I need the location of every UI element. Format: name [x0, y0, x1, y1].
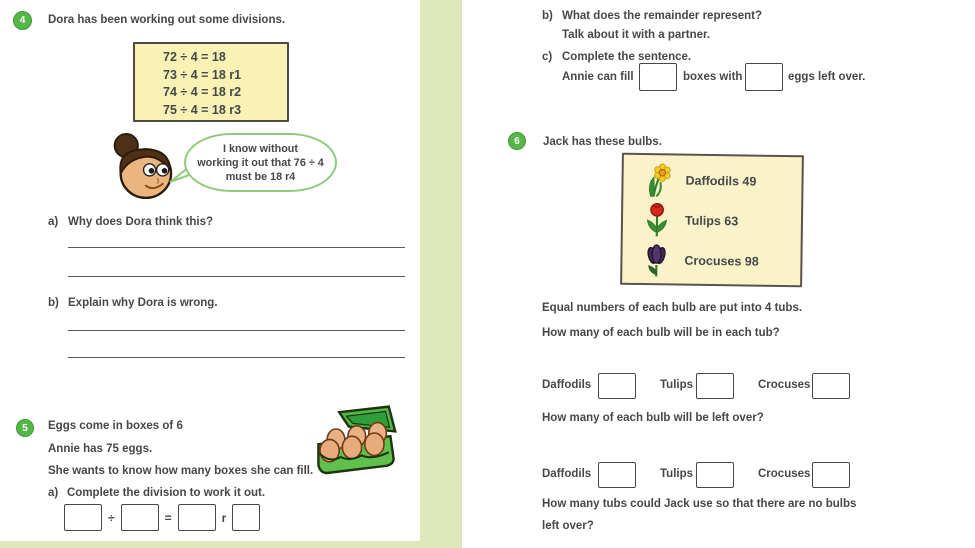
quotient-box[interactable]: [178, 504, 216, 531]
division-fill-in-row: [64, 504, 260, 531]
daffodils-label: Daffodils: [542, 379, 592, 391]
answer-line[interactable]: [68, 357, 405, 358]
sentence-mid: boxes with: [683, 71, 743, 83]
answer-line[interactable]: [68, 276, 405, 277]
question-5-line-1: Eggs come in boxes of 6: [48, 420, 183, 432]
q6-statement-tubs: Equal numbers of each bulb are put into 4 tubs.: [542, 302, 803, 314]
divisor-box[interactable]: [121, 504, 159, 531]
part-b-label: b): [542, 10, 553, 22]
question-4-badge: [13, 11, 32, 30]
divisions-panel: [133, 42, 289, 122]
worksheet-page-left: [0, 0, 420, 541]
answer-line[interactable]: [68, 330, 405, 331]
q6-question-left-over: How many of each bulb will be left over?: [542, 412, 764, 424]
part-a-label: a): [48, 216, 59, 228]
sentence-start: Annie can fill: [562, 71, 634, 83]
daffodils-answer-box[interactable]: [598, 373, 636, 399]
worksheet-page-right: [462, 0, 975, 548]
part-b-question: What does the remainder represent?: [562, 10, 763, 22]
eggs-left-answer-box[interactable]: [745, 63, 783, 91]
crocuses-label: Crocuses: [758, 379, 811, 391]
division-line: 74 ÷ 4 = 18 r2: [163, 85, 242, 99]
bulb-row: [622, 240, 801, 282]
egg-carton-image: [312, 402, 400, 480]
divide-symbol: ÷: [108, 510, 115, 525]
question-6-number: 6: [514, 135, 520, 147]
tulips-answer-box[interactable]: [696, 373, 734, 399]
speech-line: must be 18 r4: [225, 170, 296, 183]
bulb-label: Crocuses 98: [684, 253, 759, 269]
question-5-line-2: Annie has 75 eggs.: [48, 443, 153, 455]
egg-carton-icon: [312, 402, 400, 480]
speech-bubble: [184, 133, 337, 192]
part-c-label: c): [542, 51, 553, 63]
daffodils-label: Daffodils: [542, 468, 592, 480]
tulips-label: Tulips: [660, 468, 694, 480]
remainder-symbol: r: [221, 510, 227, 525]
q6-question-tubs-line-1: How many tubs could Jack use so that there are no bulbs: [542, 498, 857, 510]
sentence-end: eggs left over.: [788, 71, 866, 83]
crocuses-answer-box[interactable]: [812, 373, 850, 399]
bulb-label: Daffodils 49: [685, 173, 757, 189]
bulb-label: Tulips 63: [684, 213, 739, 229]
equals-symbol: =: [164, 510, 172, 525]
tulips-leftover-box[interactable]: [696, 462, 734, 488]
bulb-row: [623, 160, 802, 202]
bulb-row: [623, 200, 802, 242]
speech-line: I know without: [223, 142, 298, 155]
tulip-icon: [643, 202, 671, 238]
part-a-instruction: Complete the division to work it out.: [67, 487, 266, 499]
q6-question-each-tub: How many of each bulb will be in each tub?: [542, 327, 780, 339]
part-b-subtext: Talk about it with a partner.: [562, 29, 711, 41]
crocuses-label: Crocuses: [758, 468, 811, 480]
part-c-instruction: Complete the sentence.: [562, 51, 692, 63]
question-5-line-3: She wants to know how many boxes she can fill.: [48, 465, 314, 477]
part-b-label: b): [48, 297, 59, 309]
question-6-badge: [508, 132, 526, 150]
part-b-question: Explain why Dora is wrong.: [68, 297, 218, 309]
question-5-badge: [16, 419, 34, 437]
dividend-box[interactable]: [64, 504, 102, 531]
division-line: 73 ÷ 4 = 18 r1: [163, 67, 242, 82]
remainder-box[interactable]: [232, 504, 260, 531]
division-line: 75 ÷ 4 = 18 r3: [163, 102, 242, 117]
question-4-prompt: Dora has been working out some divisions.: [48, 14, 286, 26]
crocus-icon: [642, 242, 670, 278]
part-a-question: Why does Dora think this?: [68, 216, 214, 228]
daffodils-leftover-box[interactable]: [598, 462, 636, 488]
daffodil-icon: [643, 162, 671, 198]
part-a-label: a): [48, 487, 59, 499]
question-4-number: 4: [19, 15, 26, 26]
division-line: 72 ÷ 4 = 18: [163, 50, 226, 64]
boxes-answer-box[interactable]: [639, 63, 677, 91]
crocuses-leftover-box[interactable]: [812, 462, 850, 488]
tulips-label: Tulips: [660, 379, 694, 391]
bulbs-note: [620, 153, 804, 288]
speech-line: working it out that 76 ÷ 4: [197, 156, 324, 169]
question-5-number: 5: [22, 422, 28, 434]
question-6-prompt: Jack has these bulbs.: [543, 136, 662, 148]
answer-line[interactable]: [68, 247, 405, 248]
q6-question-tubs-line-2: left over?: [542, 520, 594, 532]
